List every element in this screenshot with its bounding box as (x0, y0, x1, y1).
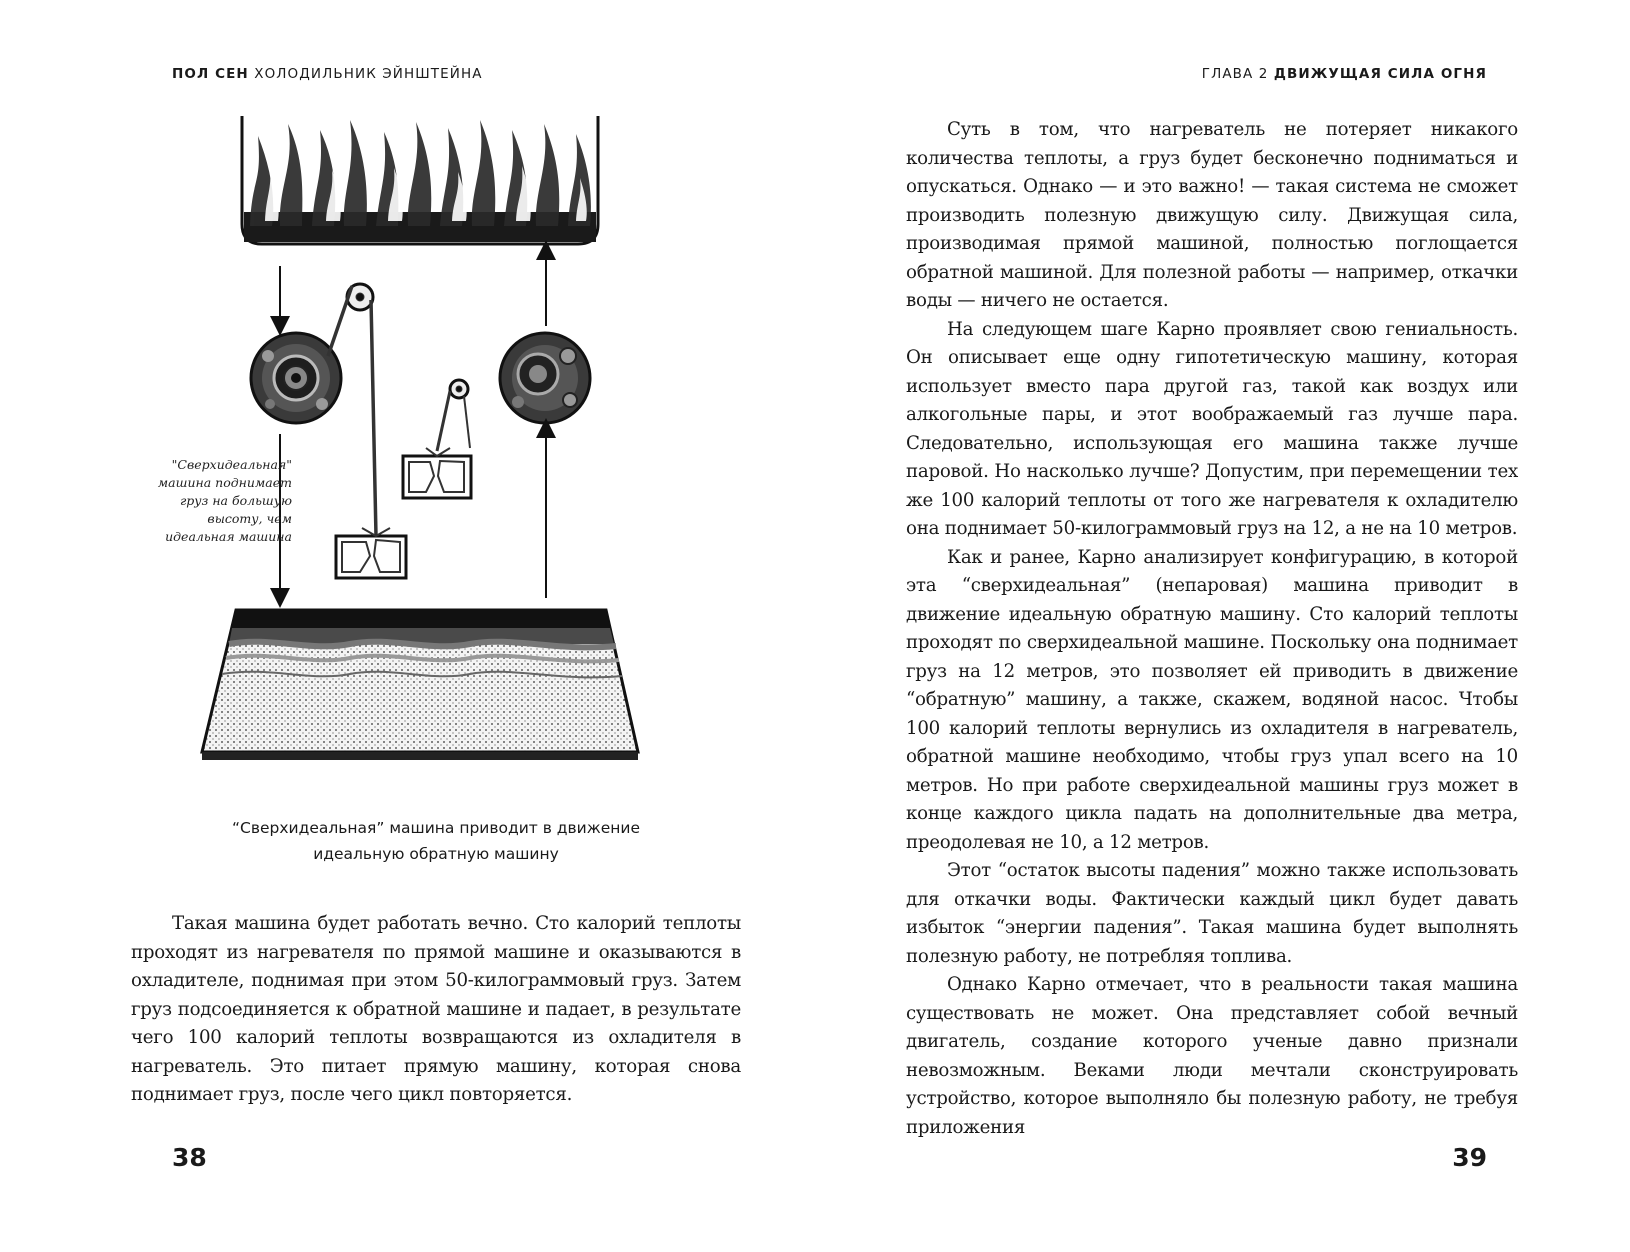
weight-low (336, 528, 406, 578)
running-head-chapter: ГЛАВА 2 (1201, 66, 1269, 82)
paragraph: Однако Карно отмечает, что в реальности такая машина существовать не может. Она представляет собой вечный двигатель, создание которого ученые давно признали невозможным. Веками люди мечтали сконструировать устройство, которое выполняло бы полезную работу, не требуя приложения (906, 974, 1518, 1138)
left-page-body (131, 910, 741, 1110)
paragraph: На следующем шаге Карно проявляет свою гениальность. Он описывает еще одну гипотетическую машину, которая использует вместо пара другой газ, такой как воздух или алкогольные пары, и этот воображаемый газ лучше пара. Следовательно, использующая его машина также лучше паровой. Но насколько лучше? Допустим, при перемещении тех же 100 калорий теплоты от того же нагревателя к охладителю она поднимает 50-килограммовый груз на 12, а не на 10 метров. (906, 318, 1518, 539)
weight-high (403, 448, 471, 498)
ideal-reverse-engine (500, 333, 590, 423)
running-head-chapter-title: ДВИЖУЩАЯ СИЛА ОГНЯ (1273, 66, 1487, 82)
paragraph: Как и ранее, Карно анализирует конфигурацию, в которой эта “сверхидеальная” (непаровая) машина приводит в движение идеальную обратную машину. Сто калорий теплоты проходят по сверхидеальной машине. Поскольку она поднимает груз на 12 метров, это позволяет ей приводить в движение “обратную” машину, а также, скажем, водяной насос. Чтобы 100 калорий теплоты вернулись из охладителя в нагреватель, обратной машине необходимо, чтобы груз упал всего на 10 метров. Но при работе сверхидеальной машины груз может в конце каждого цикла падать на дополнительные два метра, преодолевая не 10, а 12 метров. (906, 546, 1518, 853)
paragraph: Этот “остаток высоты падения” можно также использовать для откачки воды. Фактически каждый цикл будет давать избыток “энергии падения”. Такая машина будет выполнять полезную работу, не потребляя топлива. (906, 860, 1518, 967)
right-page-body (906, 116, 1518, 1142)
figure-annotation: "Сверхидеальная" машина поднимает груз на большую высоту, чем идеальная машина (157, 457, 292, 544)
engine-illustration (130, 116, 750, 796)
heat-flow-arrows (280, 250, 546, 598)
heater-reservoir (242, 116, 598, 244)
caption-line-2: идеальную обратную машину (313, 845, 559, 863)
running-head-left (172, 66, 483, 82)
cooler-reservoir (202, 610, 638, 760)
running-head-book-title: ХОЛОДИЛЬНИК ЭЙНШТЕЙНА (254, 66, 483, 82)
super-ideal-engine (251, 333, 341, 423)
running-head-author: ПОЛ СЕН (172, 66, 249, 82)
page-number-left: 38 (172, 1143, 207, 1172)
running-head-right (1202, 66, 1487, 82)
right-page (815, 0, 1630, 1252)
page-number-right: 39 (1452, 1143, 1487, 1172)
paragraph: Такая машина будет работать вечно. Сто калорий теплоты проходят из нагревателя по прямой машине и оказываются в охладителе, поднимая при этом 50-килограммовый груз. Затем груз подсоединяется к обратной машине и падает, в результате чего 100 калорий теплоты возвращаются из охладителя в нагреватель. Это питает прямую машину, которая снова поднимает груз, после чего цикл повторяется. (131, 913, 741, 1105)
paragraph: Суть в том, что нагреватель не потеряет никакого количества теплоты, а груз будет бесконечно подниматься и опускаться. Однако — и это важно! — такая система не сможет производить полезную движущую силу. Движущая сила, производимая прямой машиной, полностью поглощается обратной машиной. Для полезной работы — например, откачки воды — ничего не остается. (906, 119, 1518, 311)
figure-caption (131, 815, 741, 867)
caption-line-1: “Сверхидеальная” машина приводит в движение (232, 819, 640, 837)
